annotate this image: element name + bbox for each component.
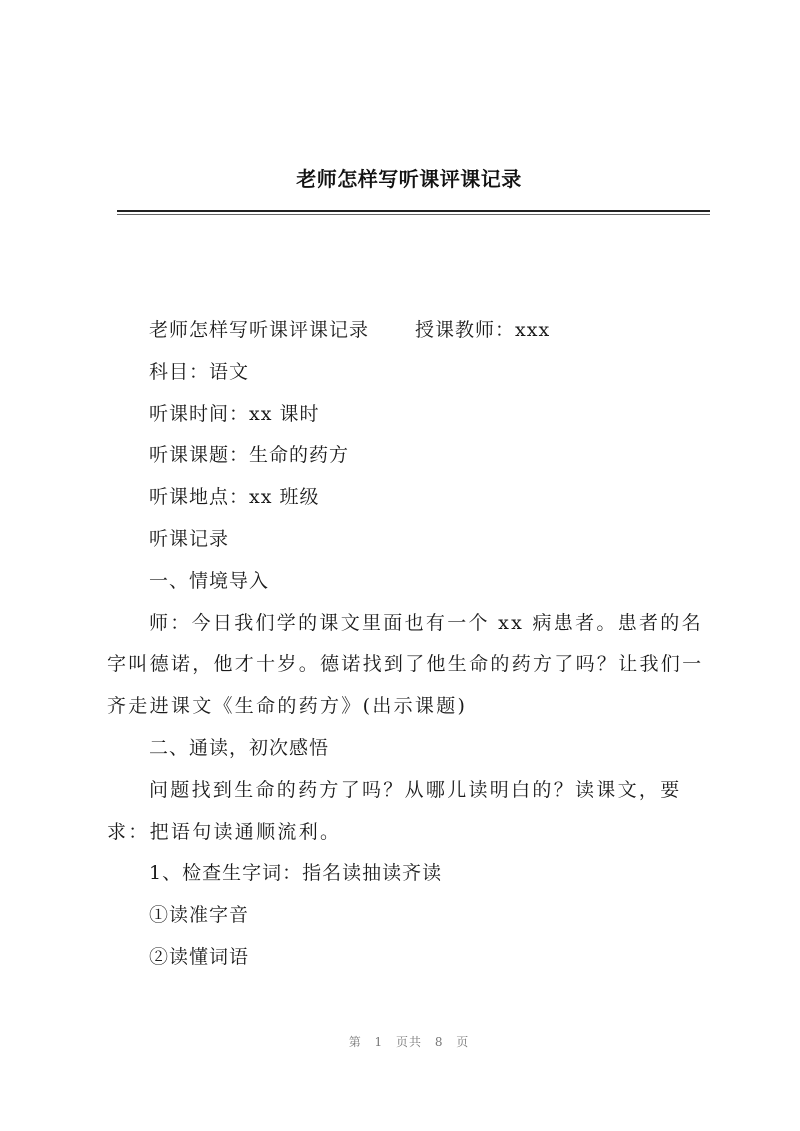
item-1-b: ②读懂词语: [149, 945, 250, 968]
item-1-a: ①读准字音: [149, 904, 250, 927]
title-divider: [117, 210, 710, 212]
section-1-paragraph: 师：今日我们学的课文里面也有一个 xx 病患者。患者的名字叫德诺，他才十岁。德诺找到了他生命的药方了吗？让我们一齐走进课文《生命的药方》(出示课题): [107, 611, 704, 718]
section-2-heading: 二、通读，初次感悟: [149, 736, 330, 759]
section-1-heading: 一、情境导入: [149, 569, 270, 592]
record-heading: 听课记录: [149, 527, 230, 550]
item-1: 1、检查生字词：指名读抽读齐读: [149, 862, 443, 885]
document-body: [107, 310, 707, 979]
time-field: 听课时间：xx 课时: [149, 402, 320, 425]
page-title: 老师怎样写听课评课记录: [296, 167, 522, 191]
page-footer: 第 1 页共 8 页: [348, 1035, 470, 1049]
section-2-paragraph: 问题找到生命的药方了吗？从哪儿读明白的？读课文，要求：把语句读通顺流利。: [107, 778, 682, 843]
header-line: [107, 310, 707, 352]
teacher-field: 授课教师：xxx: [415, 319, 551, 341]
record-title: 老师怎样写听课评课记录: [149, 319, 370, 341]
subject-field: 科目：语文: [149, 360, 250, 383]
topic-field: 听课课题：生命的药方: [149, 444, 350, 467]
place-field: 听课地点：xx 班级: [149, 486, 320, 509]
title-divider-thin: [117, 214, 710, 215]
